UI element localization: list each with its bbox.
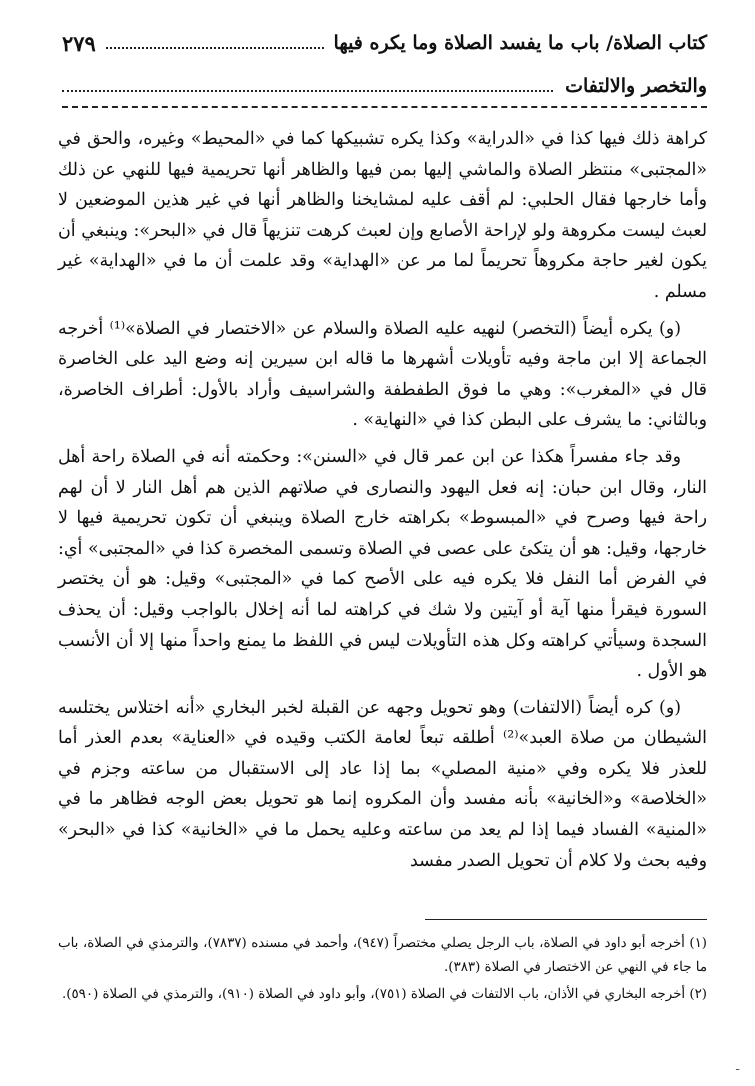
- footnote: (١) أخرجه أبو داود في الصلاة، باب الرجل يصلي مختصراً (٩٤٧)، وأحمد في مسنده (٧٨٣٧)، والترمذي في الصلاة، باب ما جاء في النهي عن الاختصار في الصلاة (٣٨٣).: [58, 936, 707, 975]
- topic-dotted-leader: [62, 80, 553, 92]
- page-number: ٢٧٩: [62, 30, 96, 56]
- footnotes: [58, 932, 707, 1011]
- running-title: كتاب الصلاة/ باب ما يفسد الصلاة وما يكره فيها: [333, 32, 707, 54]
- running-header: [62, 28, 707, 58]
- paragraph: وقد جاء مفسراً هكذا عن ابن عمر قال في «السنن»: وحكمته أنه في الصلاة راحة أهل النار، وقال ابن حبان: إنه فعل اليهود والنصارى في صلاتهم الذين هم أهل النار لا أن لهم راحة فيها وصرح في «المبسوط» بكراهته خارج الصلاة وينبغي أن تكون تحريمية فيها لا خارجها، وقيل: هو أن يتكئ على عصى في الصلاة وتسمى المخصرة كذا في «المجتبى» أي: في الفرض أما النفل فلا يكره فيه على الأصح كما في «المجتبى» وقيل: هو أن يختصر السورة فيقرأ منها آية أو آيتين ولا شك في كراهته لما أنه إخلال بالواجب وقيل: أن يحذف السجدة وسيأتي كراهته وكل هذه التأويلات ليس في اللفظ ما يمنع واحداً منها إلا أن الأنسب هو الأول .: [58, 446, 707, 682]
- footnote: (٢) أخرجه البخاري في الأذان، باب الالتفات في الصلاة (٧٥١)، وأبو داود في الصلاة (٩١٠)، والترمذي في الصلاة (٥٩٠).: [62, 987, 707, 1002]
- paragraph: (و) يكره أيضاً (التخصر) لنهيه عليه الصلاة والسلام عن «الاختصار في الصلاة»⁽¹⁾ أخرجه الجماعة إلا ابن ماجة وفيه تأويلات أشهرها ما قاله ابن سيرين إنه وضع اليد على الخاصرة قال في «المغرب»: وهي ما فوق الطفطفة والشراسيف وأراد بالأول: أطراف الخاصرة، وبالثاني: ما يشرف على البطن كذا في «النهاية» .: [58, 318, 707, 431]
- header-dotted-leader: [106, 37, 324, 49]
- topic-heading: والتخصر والالتفات: [565, 75, 707, 97]
- paragraph: (و) كره أيضاً (الالتفات) وهو تحويل وجهه عن القبلة لخبر البخاري «أنه اختلاس يختلسه الشيطان من صلاة العبد»⁽²⁾ أطلقه تبعاً لعامة الكتب وقيده في «العناية» بعدم العذر أما للعذر فلا يكره وفي «منية المصلي» بما إذا عاد إلى الاستقبال من ساعته وجزم في «الخلاصة» و«الخانية» بأنه مفسد وأن المكروه إنما هو تحويل بعض الوجه فظاهر ما في «المنية» الفساد فيما إذا لم يعد من ساعته وعليه يحمل ما في «الخانية» كذا في «البحر» وفيه بحث ولا كلام أن تحويل الصدر مفسد: [58, 697, 707, 871]
- paragraph: كراهة ذلك فيها كذا في «الدراية» وكذا يكره تشبيكها كما في «المحيط» وغيره، والحق في «المجتبى» منتظر الصلاة والماشي إليها بمن فيها والظاهر أنها تحريمية فيها للنهي عن ذلك وأما خارجها فقال الحلبي: لم أقف عليه لمشايخنا والظاهر أنها في غير هذين الموضعين لا لعبث ليست مكروهة ولو لإراحة الأصابع وإن لعبث كرهت تنزيهاً قال في «البحر»: وينبغي أن يكون لغير حاجة مكروهاً تحريماً لما مر عن «الهداية» وقد علمت أن ما في «الهداية» غير مسلم .: [58, 129, 707, 302]
- footnote-separator: [425, 919, 707, 920]
- topic-row: [62, 72, 707, 100]
- dashed-separator: [62, 106, 707, 108]
- main-text: [58, 124, 707, 876]
- margin-mark: ـ: [736, 1060, 740, 1073]
